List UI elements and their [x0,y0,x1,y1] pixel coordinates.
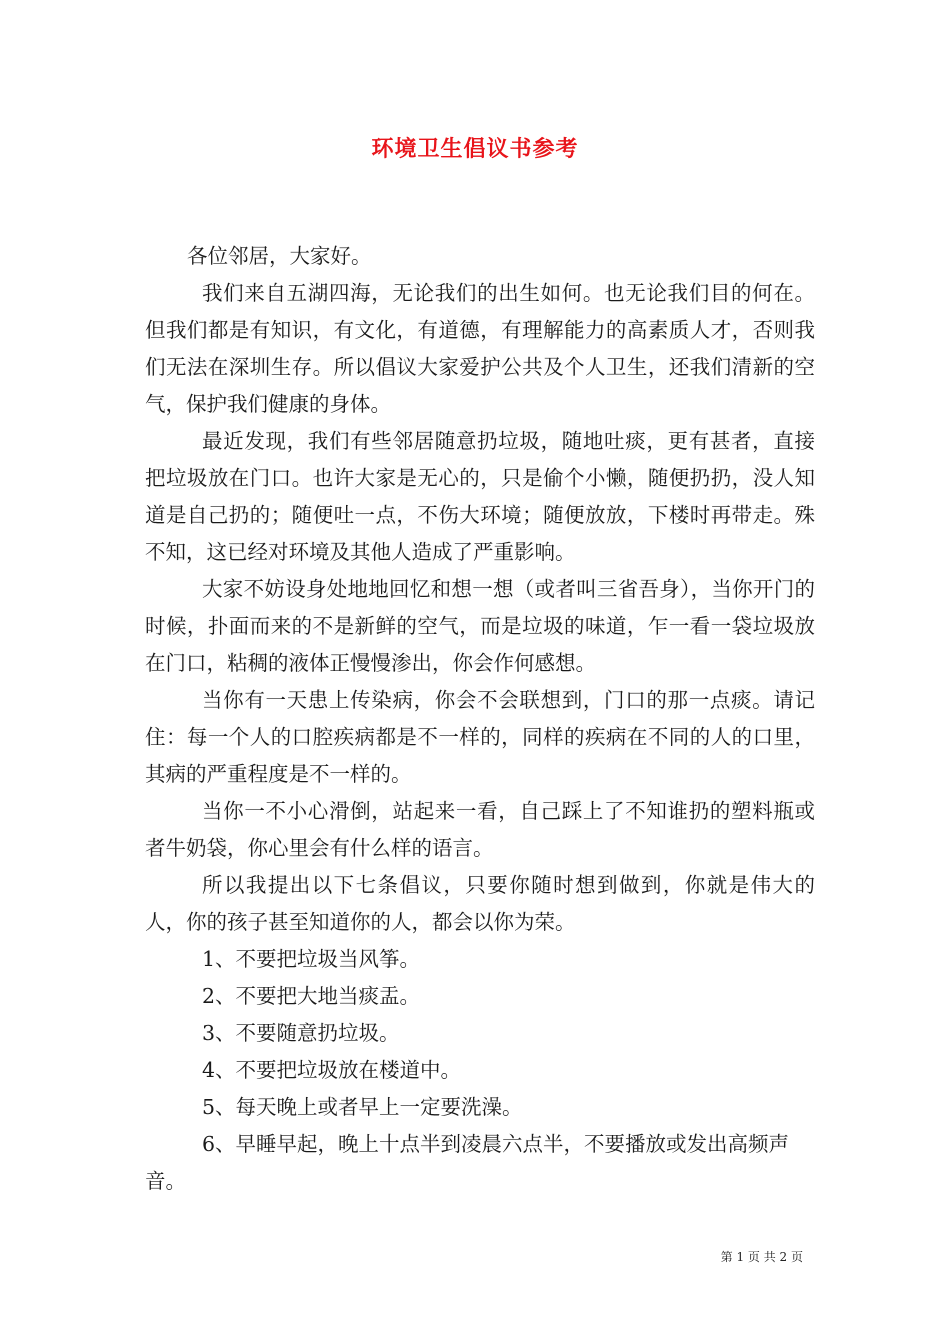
page-footer: 第 1 页 共 2 页 [720,1250,803,1264]
paragraph: 大家不妨设身处地地回忆和想一想（或者叫三省吾身），当你开门的时候，扑面而来的不是新鲜的空气，而是垃圾的味道，乍一看一袋垃圾放在门口，粘稠的液体正慢慢渗出，你会作何感想。 [145,577,815,675]
list-item: 3、不要随意扔垃圾。 [202,1021,400,1045]
paragraph: 所以我提出以下七条倡议，只要你随时想到做到，你就是伟大的人，你的孩子甚至知道你的人，都会以你为荣。 [145,873,815,934]
paragraph: 最近发现，我们有些邻居随意扔垃圾，随地吐痰，更有甚者，直接把垃圾放在门口。也许大家是无心的，只是偷个小懒，随便扔扔，没人知道是自己扔的；随便吐一点，不伤大环境；随便放放，下楼时再带走。殊不知，这已经对环境及其他人造成了严重影响。 [145,429,815,564]
list-item: 2、不要把大地当痰盂。 [202,984,421,1008]
list-item: 5、每天晚上或者早上一定要洗澡。 [202,1095,523,1119]
paragraph: 当你有一天患上传染病，你会不会联想到，门口的那一点痰。请记住：每一个人的口腔疾病都是不一样的，同样的疾病在不同的人的口里，其病的严重程度是不一样的。 [145,688,815,786]
list-item: 1、不要把垃圾当风筝。 [202,947,421,971]
list-item: 6、早睡早起，晚上十点半到凌晨六点半，不要播放或发出高频声音。 [145,1132,790,1193]
document-body [145,238,815,1200]
list-item: 4、不要把垃圾放在楼道中。 [202,1058,462,1082]
document-title: 环境卫生倡议书参考 [371,136,579,162]
paragraph: 我们来自五湖四海，无论我们的出生如何。也无论我们目的何在。但我们都是有知识，有文化，有道德，有理解能力的高素质人才，否则我们无法在深圳生存。所以倡议大家爱护公共及个人卫生，还我们清新的空气，保护我们健康的身体。 [145,281,815,416]
greeting: 各位邻居，大家好。 [187,244,372,268]
paragraph: 当你一不小心滑倒，站起来一看，自己踩上了不知谁扔的塑料瓶或者牛奶袋，你心里会有什么样的语言。 [145,799,815,860]
